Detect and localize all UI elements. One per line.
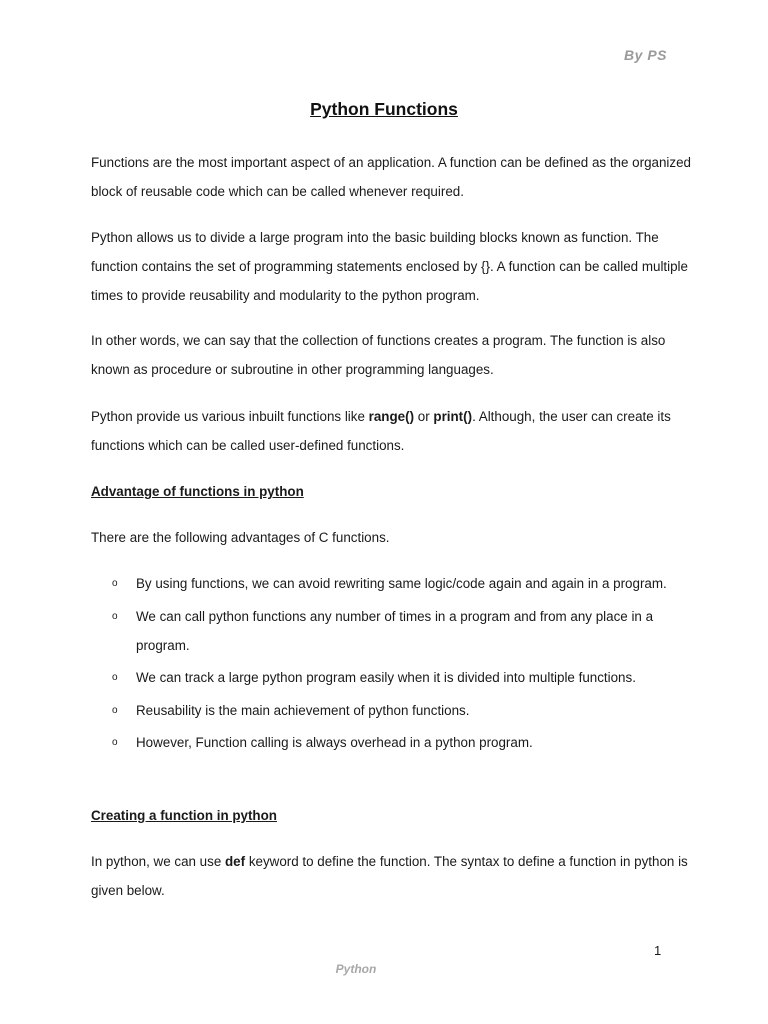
def-text-2: keyword to define the function. The syntax to define a function in python is given below. [91,854,688,898]
inbuilt-functions-paragraph [91,402,691,460]
range-function-name: range() [368,409,415,424]
page-title: Python Functions [310,99,458,119]
inbuilt-text-1: Python provide us various inbuilt functions like [91,409,369,424]
def-text-1: In python, we can use [91,854,225,869]
def-keyword: def [225,854,246,869]
inbuilt-text-3: . Although, the user can create its functions which can be called user-defined functions. [91,409,671,453]
list-item-text: By using functions, we can avoid rewriting same logic/code again and again in a program. [136,576,667,591]
list-item-text: Reusability is the main achievement of python functions. [136,702,470,718]
list-item [112,569,682,598]
footer-label: Python [335,962,377,976]
bullet-circle-icon: o [112,578,118,589]
advantages-heading: Advantage of functions in python [91,484,304,499]
bullet-circle-icon: o [112,737,118,748]
def-keyword-paragraph [91,847,691,905]
creating-function-heading: Creating a function in python [91,808,277,823]
inbuilt-text-2: or [414,409,434,424]
advantages-intro: There are the following advantages of C functions. [91,530,390,545]
bullet-circle-icon: o [112,610,118,622]
list-item-text: We can track a large python program easily when it is divided into multiple functions. [136,670,636,685]
page-number: 1 [654,943,662,958]
advantages-list [112,569,682,761]
list-item [112,696,682,725]
list-item-text: However, Function calling is always overhead in a python program. [136,735,533,750]
list-item [112,602,682,660]
collection-paragraph: In other words, we can say that the collection of functions creates a program. The function is also known as procedure or subroutine in other programming languages. [91,333,666,377]
print-function-name: print() [433,409,473,424]
intro-paragraph: Functions are the most important aspect of an application. A function can be defined as the organized block of reusable code which can be called whenever required. [91,155,691,199]
bullet-circle-icon: o [112,672,118,683]
divide-program-paragraph: Python allows us to divide a large program into the basic building blocks known as function. The function contains the set of programming statements enclosed by {}. A function can be called multiple times to provide reusability and modularity to the python program. [91,230,688,303]
header-author: By PS [624,47,667,63]
bullet-circle-icon: o [112,704,118,716]
list-item [112,663,682,692]
list-item [112,728,682,757]
list-item-text: We can call python functions any number of times in a program and from any place in a program. [136,608,654,653]
